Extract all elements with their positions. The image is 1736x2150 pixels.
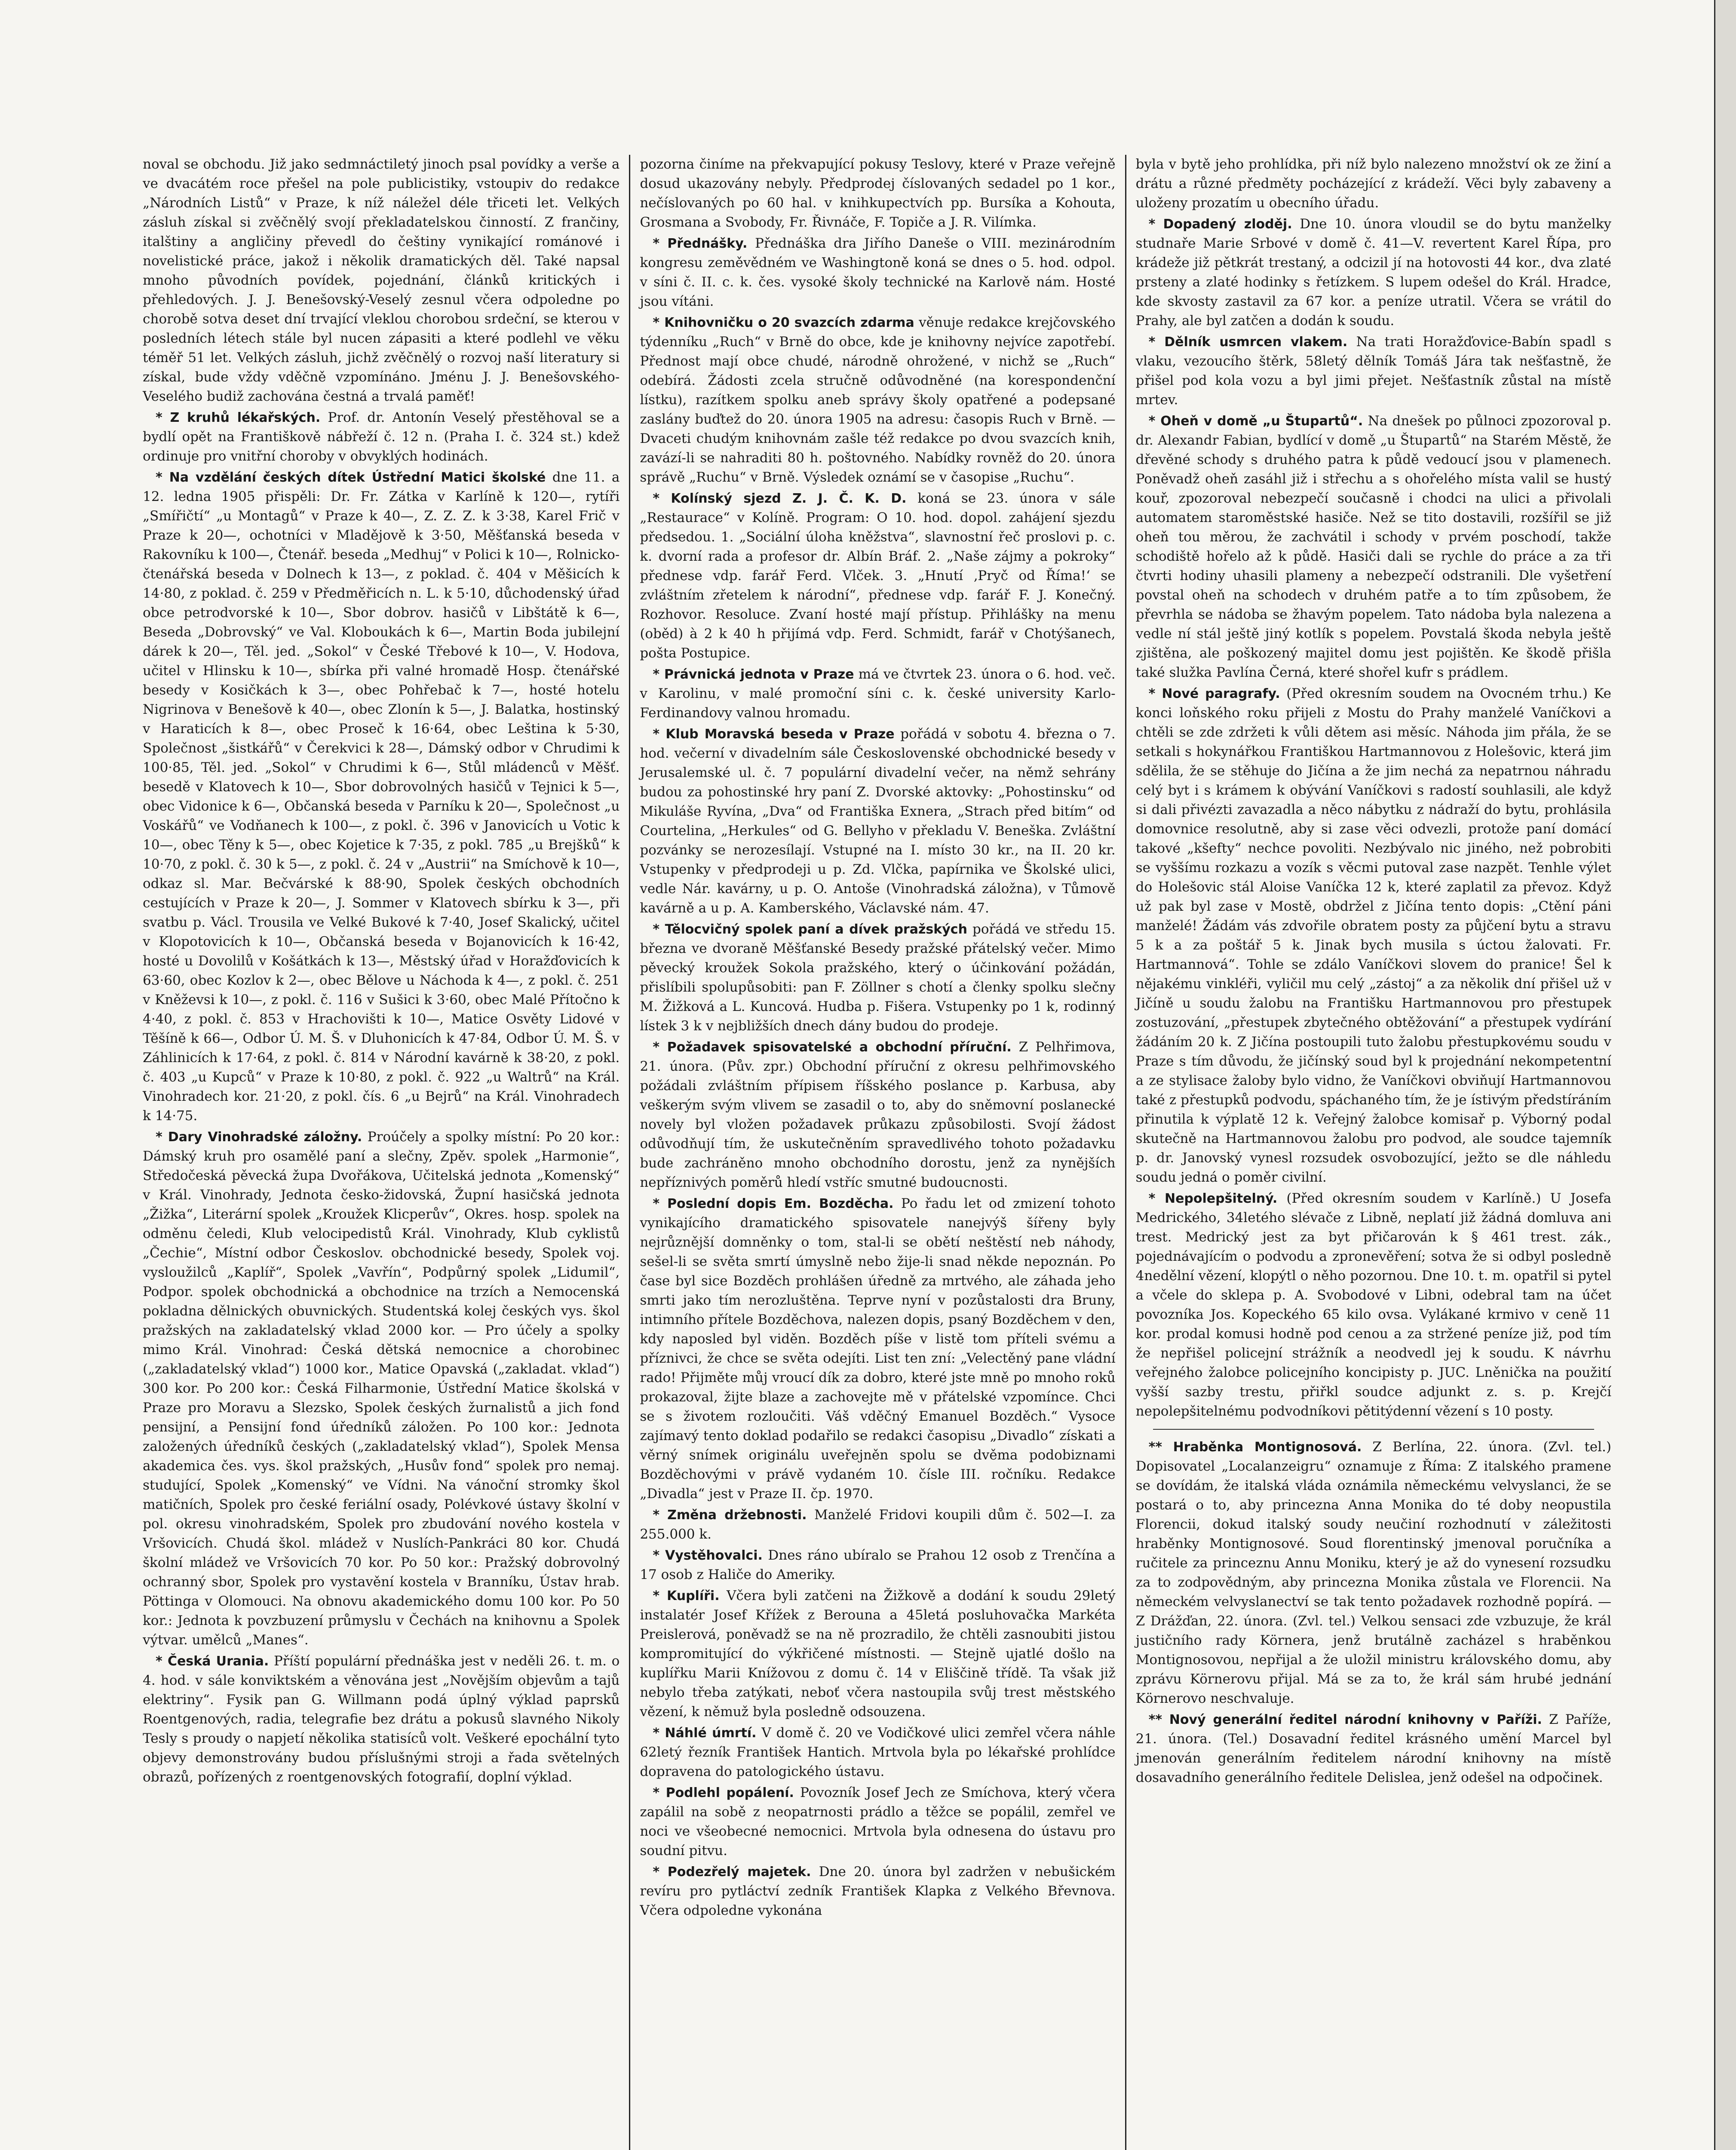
article-paragraph (640, 234, 1115, 311)
article-paragraph (640, 1723, 1115, 1781)
article-body: byla v bytě jeho prohlídka, při níž bylo nalezeno množství ok ze žiní a drátu a různé předměty pocházející z krádeží. Věci byly zabaveny a uloženy prozatím u obecního úřadu. (1135, 157, 1611, 211)
article-paragraph (640, 313, 1115, 487)
article-headline: * Podlehl popálení. (653, 1785, 794, 1800)
article-headline: * Tělocvičný spolek paní a dívek pražských (653, 922, 967, 937)
article-body: Dnes ráno ubíralo se Prahou 12 osob z Trenčína a 17 osob z Haliče do Ameriky. (640, 1548, 1116, 1582)
article-headline: * Dělník usmrcen vlakem. (1148, 335, 1348, 350)
article-paragraph (1136, 215, 1611, 331)
article-body: Dne 10. února vloudil se do bytu manželky studnaře Marie Srbové v domě č. 41—V. revertent Karel Řípa, pro krádeže již pětkrát trestaný, a odcizil jí na hotovosti 44 kor., dva zlaté prsteny a zlaté hodinky s řetízkem. S lupem odešel do Král. Hradce, kde skvosty zastavil za 67 kor. a peníze utratil. Včera se vrátil do Prahy, ale byl zatčen a dodán k soudu. (1135, 216, 1611, 329)
article-headline: * Na vzdělání českých dítek Ústřední Matici školské (156, 470, 546, 485)
article-body: (Před okresním soudem v Karlíně.) U Josefa Medrického, 34letého slévače z Libně, neplatí již žádná domluva ani trest. Medrický jest za byt přičarován k § 461 trest. zák., pojednávajícím o podvodu a zpronevěření; sotva že si odbyl posledně 4nedělní vězení, klopýtl o něho pozornou. Dne 10. t. m. opatřil si pytel a včele do sklepa p. A. Svobodové v Libni, odebral tam na účet povozníka Jos. Kopeckého 65 kilo ovsa. Vylákané krmivo v ceně 11 kor. prodal komusi hodně pod cenou a za stržené peníze již, pod tím že nepřišel policejní strážník a neodvedl jej k soudu. K návrhu veřejného žalobce policejního koncipisty p. JUC. Lněnička na použití vyšší sazby trestu, přiřkl soudce adjunkt z. s. p. Krejčí nepolepšitelnému podvodníkovi pětitýdenní vězení s 10 posty. (1135, 1191, 1611, 1419)
column-1 (133, 155, 629, 2150)
article-paragraph (143, 468, 620, 1126)
article-headline: * Dary Vinohradské záložny. (156, 1130, 362, 1145)
article-paragraph (1136, 1437, 1611, 1708)
article-paragraph (640, 665, 1115, 723)
article-headline: * Vystěhovalci. (653, 1548, 763, 1563)
article-paragraph (143, 155, 620, 406)
article-paragraph (640, 725, 1115, 918)
article-headline: * Změna držebnosti. (653, 1508, 807, 1523)
article-headline: * Klub Moravská beseda v Praze (653, 727, 895, 742)
article-body: Příští populární přednáška jest v neděli 26. t. m. o 4. hod. v sále konviktském a věnována jest „Novějším objevům a tajů elektriny“. Fysik pan G. Willmann podá úplný výklad paprsků Roentgenových, radia, telegrafie bez drátu a pokusů slavného Nikoly Tesly s proudy o napjetí několika statisíců volt. Veškeré epochální tyto objevy demonstrovány budou příslušnými stroji a řada světelných obrazů, pořízených z roentgenovských fotografií, doplní výklad. (143, 1653, 620, 1785)
article-headline: * Z kruhů lékařských. (156, 410, 321, 425)
article-paragraph (640, 1038, 1115, 1192)
article-paragraph (1136, 412, 1611, 682)
article-headline: * Požadavek spisovatelské a obchodní příruční. (653, 1040, 1012, 1055)
article-body: dne 11. a 12. ledna 1905 přispěli: Dr. Fr. Zátka v Karlíně k 120—, rytíři „Smířičtí“ „u Montagů“ v Praze k 40—, Z. Z. Z. k 3·38, Karel Frič v Praze k 20—, ochotníci v Mladějově k 3·50, Měšťanská beseda v Rakovníku k 100—, Čtenář. beseda „Medhuj“ v Polici k 10—, Rolnicko-čtenářská beseda v Dolnech k 13—, z poklad. č. 404 v Měšicích k 14·80, z poklad. č. 259 v Předměřicích n. L. k 5·10, důchodenský úřad obce petrodvorské k 10—, Sbor dobrov. hasičů v Libštátě k 6—, Beseda „Dobrovský“ ve Val. Kloboukách k 6—, Martin Boda jubilejní dárek k 20—, Těl. jed. „Sokol“ v České Třebové k 10—, V. Hodova, učitel v Hlinsku k 10—, sbírka při valné hromadě Hosp. čtenářské besedy v Kosičkách k 3—, obec Pohřebač k 7—, hosté hotelu Nigrinova v Benešově k 40—, obec Zlonín k 5—, J. Balatka, hostinský v Haraticích k 8—, obec Proseč k 16·64, obec Leština k 5·30, Společnost „šistkářů“ v Čerekvici k 28—, Dámský odbor v Chrudimi k 100·85, Těl. jed. „Sokol“ v Chrudimi k 6—, Stůl mládenců v Měšť. besedě v Klatovech k 10—, Sbor dobrovolných hasičů v Tejnici k 5—, obec Vidonice k 6—, Občanská beseda v Parníku k 20—, Společnost „u Voskářů“ ve Vodňanech k 100—, z pokl. č. 396 v Janovicích u Votic k 10—, obec Těny k 5—, obec Kojetice k 7·35, z pokl. 785 „u Brejšků“ k 10·70, z pokl. č. 30 k 5—, z pokl. č. 24 v „Austrii“ na Smíchově k 10—, odkaz sl. Mar. Bečvárské k 88·90, Spolek českých obchodních cestujících v Praze k 20—, J. Sommer v Klatovech sbírku k 3—, při svatbu p. Václ. Trousila ve Velké Bukové k 7·40, Josef Skalický, učitel v Klopotovicích k 10—, Občanská beseda v Bojanovicích k 16·42, hosté u Dovolilů v Košátkách k 13—, Městský úřad v Horažďovicích k 63·60, obec Kozlov k 2—, obec Bělove u Náchoda k 4—, z pokl. č. 251 v Kněževsi k 10—, z pokl. č. 116 v Sušici k 3·60, obec Malé Přítočno k 4·40, z pokl. č. 853 v Hrachovišti k 10—, Matice Osvěty Lidové v Těšíně k 66—, Odbor Ú. M. Š. v Dluhonicích k 47·84, Odbor Ú. M. Š. v Záhlinicích k 17·64, z pokl. č. 814 v Národní kavárně k 38·20, z pokl. č. 403 „u Kupců“ v Praze k 10·80, z pokl. č. 922 „u Waltrů“ na Král. Vinohradech kor. 21·20, z pokl. čís. 6 „u Bejrů“ na Král. Vinohradech k 14·75. (143, 470, 620, 1124)
article-body: noval se obchodu. Již jako sedmnáctiletý jinoch psal povídky a verše a ve dvacátém roce přešel na pole publicistiky, vstoupiv do redakce „Národních Listů“ v Praze, k níž náležel déle třiceti let. Velkých zásluh získal si zvěčnělý svojí překladatelskou činností. Z frančiny, italštiny a angličiny převedl do češtiny vynikající románové i novelistické práce, jakož i několik dramatických děl. Také napsal mnoho původních povídek, pojednání, článků kritických i přehledových. J. J. Benešovský-Veselý zesnul včera odpoledne po chorobě sotva deset dní trvající vleklou chorobou srdeční, se kterou v posledních létech stále byl nucen zápasiti a které podlehl ve věku téměř 51 let. Velkých zásluh, jichž zvěčnělý o rozvoj naší literatury si získal, bude vždy vděčně vzpomínáno. Jménu J. J. Benešovského-Veselého budiž zachována čestná a trvalá paměť! (143, 157, 620, 404)
article-body: Manželé Fridovi koupili dům č. 502—I. za 255.000 k. (640, 1507, 1116, 1542)
article-paragraph (143, 1127, 620, 1650)
article-paragraph (143, 1652, 620, 1787)
article-headline: * Dopadený zloděj. (1148, 217, 1292, 232)
article-body: (Před okresním soudem na Ovocném trhu.) Ke konci loňského roku přijeli z Mostu do Prahy manželé Vaníčkovi a chtěli se zde zdržeti k vůli dětem asi měsíc. Náhoda jim přála, že se setkali s hokynářkou Františkou Hartmannovou z Holešovic, která jim sdělila, že se stěhuje do Jičína a že jim nechá za nepatrnou náhradu celý byt i s krámem k obývání Vaníčkovi s radostí souhlasili, ale když si dali přivézti zavazadla a něco nábytku z nádraží do bytu, prohlásila domovnice resolutně, aby si zase věci odvezli, protože paní domácí takové „kšefty“ nechce povoliti. Nezbývalo nic jiného, než pobrobiti se vyššímu rozkazu a vozík s věcmi putoval zase nazpět. Tenhle výlet do Holešovic stál Aloise Vaníčka 12 k, které zaplatil za převoz. Když už pak byl zase v Mostě, obdržel z Jičína tento dopis: „Ctění páni manželé! Žádám vás zdvořile obratem posty za půjčení bytu a stravu 5 k a za poštář 5 k. Jinak bych musila s úctou žalovati. Fr. Hartmannová“. Tohle se zdálo Vaníčkovi slovem do pranice! Šel k nějakému vinkléři, vyličil mu celý „zástoj“ a za několik dní přišel už v Jičíně u soudu žalobu na Františku Hartmannovou pro přestupek zostuzování, „přestupek zbytečného obtěžování“ a přestupek vydírání žádáním 20 k. Z Jičína postoupili tuto žalobu přestupkovému soudu v Praze s tím důvodu, že jičínský soud byl k projednání nekompetentní a ze stylisace žaloby bylo vidno, že Vaníčkovi obviňují Hartmannovou také z přestupků podvodu, spáchaného tím, že je ístivým předstíráním přinutila k výplatě 12 k. Veřejný žalobce komisař p. Výborný podal skutečně na Hartmannovou žalobu pro podvod, ale soudce tajemník p. dr. Janovský vynesl rozsudek osvobozující, ježto se dle náhledu soudu jedná o poměr civilní. (1135, 686, 1611, 1185)
article-paragraph (640, 1862, 1115, 1920)
article-headline: * Nepolepšitelný. (1148, 1191, 1278, 1206)
article-body: Přednáška dra Jiřího Daneše o VIII. mezinárodním kongresu zeměvědném ve Washingtoně koná se dnes o 5. hod. odpol. v síni č. II. c. k. čes. vysoké školy technické na Karlově nám. Hosté jsou vítáni. (640, 236, 1116, 309)
article-paragraph (1136, 684, 1611, 1187)
article-body: koná se 23. února v sále „Restaurace“ v Kolíně. Program: O 10. hod. dopol. zahájení sjezdu předsedou. 1. „Sociální úloha kněžstva“, slavnostní řeč proslovi p. c. k. dvorní rada a profesor dr. Albín Bráf. 2. „Naše zájmy a pokroky“ přednese vdp. farář Ferd. Vlček. 3. „Hnutí ‚Pryč od Říma!‘ se zvláštním zřetelem k národní“, přednese vdp. farář F. J. Konečný. Rozhovor. Resoluce. Zvaní hosté mají přístup. Přihlášky na menu (oběd) à 2 k 40 h přijímá vdp. Ferd. Schmidt, farář v Chotýšanech, pošta Postupice. (640, 491, 1116, 661)
article-headline: * Kuplíři. (653, 1588, 720, 1603)
article-paragraph (1136, 1189, 1611, 1421)
article-paragraph (640, 1783, 1115, 1861)
article-paragraph (640, 1505, 1115, 1544)
article-body: V domě č. 20 ve Vodičkové ulici zemřel včera náhle 62letý řezník František Hantich. Mrtvola byla po lékařské prohlídce dopravena do patologického ústavu. (640, 1725, 1116, 1779)
article-paragraph (143, 408, 620, 466)
column-3 (1125, 155, 1621, 2150)
article-body: věnuje redakce krejčovského týdenníku „Ruch“ v Brně do obce, kde je knihovny nejvíce zapotřebí. Přednost mají obce chudé, národně ohrožené, v nichž se „Ruch“ odebírá. Žádosti zcela stručně odůvodněné (na korespondenční lístku), razítkem spolku aneb správy školy opatřené a podepsané zaslány buďtež do 20. února 1905 na adresu: časopis Ruch v Brně. — Dvaceti chudým knihovnám zašle též redakce po dvou svazcích knih, zavází-li se nahraditi 80 h. poštovného. Nabídky rovněž do 20. února správě „Ruchu“ v Brně. Výsledek oznámí se v časopise „Ruchu“. (640, 315, 1116, 485)
article-body: pozorna činíme na překvapující pokusy Teslovy, které v Praze veřejně dosud ukazovány nebyly. Předprodej číslovaných sedadel po 1 kor., nečíslovaných po 60 hal. v knihkupectvích pp. Bursíka a Kohouta, Grosmana a Svobody, Fr. Řivnáče, F. Topiče a J. R. Vilímka. (640, 157, 1116, 230)
article-body: Proúčely a spolky místní: Po 20 kor.: Dámský kruh pro osamělé paní a slečny, Zpěv. spolek „Harmonie“, Středočeská pěvecká župa Dvořákova, Učitelská jednota „Komenský“ v Král. Vinohrady, Jednota česko-židovská, Župní hasičská jednota „Žižka“, Literární spolek „Kroužek Klicperův“, Okres. hosp. spolek na odměnu čeledi, Klub velocipedistů Král. Vinohrady, Klub cyklistů „Čechie“, Místní odbor Českoslov. obchodnické besedy, Spolek voj. vysloužilců „Kaplíř“, Spolek „Vavřín“, Podpůrný spolek „Lidumil“, Podpor. spolek obchodnická a obchodnice na trzích a Nemocenská pokladna dělnických obuvnických. Studentská kolej českých vys. škol pražských na zakladatelský vklad 2000 kor. — Pro účely a spolky mimo Král. Vinohrad: Česká dětská nemocnice a chorobinec („zakladatelský vklad“) 1000 kor., Matice Opavská („zakladat. vklad“) 300 kor. Po 200 kor.: Česká Filharmonie, Ústřední Matice školská v Praze pro Moravu a Slezsko, Spolek českých žurnalistů a jich fond pensijní, a Pensijní fond úředníků záložen. Po 100 kor.: Jednota založených úředníků českých („zakladatelský vklad“), Spolek Mensa akademica čes. vys. škol pražských, „Husův fond“ spolek pro nemaj. studující, Spolek „Komenský“ ve Vídni. Na vánoční stromky škol matičních, Spolek pro české feriální osady, Polévkové ústavy školní v pol. okresu vinohradském, Spolek pro zbudování nového kostela v Vršovicích. Chudá škol. mládež v Nuslích-Pankráci 80 kor. Chudá školní mládež ve Vršovicích 70 kor. Po 50 kor.: Pražský dobrovolný ochranný sbor, Spolek pro vystavění kostela v Branníku, Ústav hrab. Pöttinga v Olomouci. Na obnovu akademického domu 100 kor. Po 50 kor.: Jednota k povzbuzení průmyslu v Čechách na knihovnu a Spolek výtvar. umělců „Manes“. (143, 1129, 620, 1648)
section-rule (1153, 1429, 1594, 1430)
article-body: Včera byli zatčeni na Žižkově a dodání k soudu 29letý instalatér Josef Křížek z Berouna a 45letá posluhovačka Markéta Preislerová, poněvadž se na ně prozradilo, že chtěli zasnoubiti jistou kompromitující do výkřičené místnosti. — Stejně ujatlé došlo na kuplířku Marii Knížovou z domu č. 14 v Eliščině třídě. Ta však již nebylo třeba zatýkati, neboť včera nastoupila svůj trest městského vězení, k němuž byla posledně odsouzena. (640, 1588, 1116, 1720)
article-paragraph (1136, 332, 1611, 410)
article-body: Z Paříže, 21. února. (Tel.) Dosavadní ředitel krásného umění Marcel byl jmenován generálním ředitelem národní knihovny na místě dosavadního generálního ředitele Delislea, jenž odešel na odpočinek. (1135, 1712, 1612, 1785)
article-paragraph (640, 1546, 1115, 1585)
article-paragraph (640, 155, 1115, 232)
article-body: Z Berlína, 22. února. (Zvl. tel.) Dopisovatel „Localanzeigru“ oznamuje z Říma: Z italského pramene se dovídám, že italská vláda oznámila německému velvyslanci, že se postará o to, aby princezna Anna Monika do té doby neopustila Florencii, dokud italský soudy neučiní rozhodnutí v záležitosti hraběnky Montignosové. Soud florentinský jmenoval poručníka a ručitele za princeznu Annu Moniku, který je až do vynesení rozsudku za to zodpovědným, aby princezna Monika zůstala ve Florencii. Na německém velvyslanectví se tak tento požadavek rozhodně popírá. — Z Drážďan, 22. února. (Zvl. tel.) Velkou sensaci zde vzbuzuje, že král justičního rady Körnera, jenž brutálně zacházel s hraběnkou Montignosovou, nepřijal a že uložil ministru královského domu, aby zprávu Körnerovu přijal. Má se za to, že král sám hrubé jednání Körnerovo neschvaluje. (1135, 1439, 1611, 1706)
article-headline: * Nové paragrafy. (1148, 686, 1280, 701)
article-body: Dne 20. února byl zadržen v nebušickém revíru pro pytláctví zedník František Klapka z Velkého Břevnova. Včera odpoledne vykonána (640, 1864, 1116, 1918)
article-paragraph (1136, 1710, 1611, 1788)
article-body: Na dnešek po půlnoci zpozoroval p. dr. Alexandr Fabian, bydlící v domě „u Štupartů“ na Starém Městě, že dřevěné schody s druhého patra k půdě vedoucí jsou v plamenech. Poněvadž oheň zasáhl již i střechu a s ohořelého místa valil se hustý kouř, zpozoroval nebezpečí současně i chodci na ulici a přivolali automatem staroměstské hasiče. Než se tito dostavili, rozšířil se již oheň tou měrou, že zachvátil i schody v prvém poschodí, takže schodiště hořelo až k půdě. Hasiči dali se rychle do práce a za tři čtvrti hodiny uhasili plameny a nebezpečí odstranili. Dle vyšetření povstal oheň na schodech v druhém patře a to tím způsobem, že převrhla se nádoba se žhavým popelem. Tato nádoba byla nalezena a vedle ní stál ještě jiný kotlík s popelem. Povstalá škoda nebyla ještě zjištěna, ale poškozený majitel domu jest pojištěn. Ke škodě přišla také služka Pavlína Černá, které shořel kufr s prádlem. (1135, 413, 1611, 680)
article-headline: * Podezřelý majetek. (653, 1864, 811, 1880)
article-body: pořádá v sobotu 4. března o 7. hod. večerní v divadelním sále Československé obchodnické besedy v Jerusalemské ul. č. 7 populární divadelní večer, na němž sehrány budou za pohostinské hry paní Z. Dvorské aktovky: „Pohostinsku“ od Mikuláše Ryvína, „Dva“ od Františka Exnera, „Strach před bitím“ od Courtelina, „Herkules“ od G. Bellyho v překladu V. Beneška. Zvláštní pozvánky se nerozesílají. Vstupné na I. místo 30 kr., na II. 20 kr. Vstupenky v předprodeji u p. Zd. Vlčka, papírnika ve Školské ulici, vedle Nár. kavárny, u p. O. Antoše (Vinohradská záložna), v Tůmově kavárně a u p. A. Kamberského, Václavské nám. 47. (640, 726, 1116, 916)
article-body: Po řadu let od zmizení tohoto vynikajícího dramatického spisovatele nanejvýš šířeny byly nejrůznější domněnky o tom, stal-li se obětí neštěstí neb náhody, sešel-li se světa smrtí úmyslně nebo žije-li snad někde nepoznán. Po čase byl sice Bozděch prohlášen úředně za mrtvého, ale záhada jeho smrti jako tím nerozluštěna. Teprve nyní v pozůstalosti dra Bruny, intimního přítele Bozděchova, nalezen dopis, psaný Bozděchem v den, kdy naposled byl viděn. Bozděch píše v listě tom příteli svému a příznivci, že chce se světa odejíti. List ten zní: „Velectěný pane vládní rado! Přijměte můj vroucí dík za dobro, které jste mně po mnoho roků prokazoval, žijte blaze a zachovejte mě v přátelské vzpomínce. Chci se s životem rozloučiti. Váš vděčný Emanuel Bozděch.“ Vysoce zajímavý tento doklad podařilo se redakci časopisu „Divadlo“ získati a věrný snímek originálu uveřejněn spolu se dvěma podobiznami Bozděchovými v právě vydaném 10. čísle III. ročníku. Redakce „Divadla“ jest v Praze II. čp. 1970. (640, 1196, 1116, 1502)
article-paragraph (640, 1194, 1115, 1504)
article-headline: * Kolínský sjezd Z. J. Č. K. D. (653, 491, 907, 506)
article-body: pořádá ve středu 15. března ve dvoraně Měšťanské Besedy pražské přátelský večer. Mimo pěvecký kroužek Sokola pražského, který o účinkování požádán, přislíbili spolupůsobiti: pan F. Zöllner s chotí a členky spolku slečny M. Žižková a L. Kuncová. Hudba p. Fišera. Vstupenky po 1 k, rodinný lístek 3 k v nejbližších dnech dány budou do prodeje. (640, 921, 1116, 1034)
article-headline: ** Hraběnka Montignosová. (1148, 1440, 1362, 1455)
article-body: Na trati Horažďovice-Babín spadl s vlaku, vezoucího štěrk, 58letý dělník Tomáš Jára tak nešťastně, že přišel pod kola vozu a byl jimi přejet. Nešťastník zůstal na místě mrtev. (1135, 334, 1611, 408)
column-2 (629, 155, 1125, 2150)
article-headline: * Knihovničku o 20 svazcích zdarma (653, 315, 914, 330)
article-body: má ve čtvrtek 23. února o 6. hod. več. v Karolinu, v malé promoční síni c. k. české university Karlo-Ferdinandovy valnou hromadu. (640, 666, 1116, 721)
article-paragraph (1136, 155, 1611, 213)
article-body: Prof. dr. Antonín Veselý přestěhoval se a bydlí opět na Františkově nábřeží č. 12 n. (Praha I. č. 324 st.) kdež ordinuje pro vnitřní choroby v obvyklých hodinách. (143, 410, 620, 464)
article-headline: * Poslední dopis Em. Bozděcha. (653, 1196, 894, 1211)
article-body: Z Pelhřimova, 21. února. (Pův. zpr.) Obchodní příruční z okresu pelhřimovského požádali zvláštním přípisem říšského poslance p. Karbusa, aby veškerým svým vlivem se zasadil o to, aby do sněmovní poslanecké novely byl vložen požadavek průkazu způsobilosti. Svojí žádost odůvodňují tím, že uskutečněním spravedlivého tohoto požadavku bude zachráněno mnoho obchodního dorostu, jenž za nynějších nepříznivých poměrů hledí vstříc smutné budoucnosti. (640, 1039, 1116, 1190)
article-headline: * Česká Urania. (156, 1654, 269, 1669)
article-headline: ** Nový generální ředitel národní knihovny v Paříži. (1148, 1712, 1542, 1727)
article-headline: * Náhlé úmrtí. (653, 1726, 757, 1741)
article-body: Povozník Josef Jech ze Smíchova, který včera zapálil na sobě z neopatrnosti prádlo a těžce se popálil, zemřel ve noci ve všeobecné nemocnici. Mrtvola byla odnesena do ústavu pro soudní pitvu. (640, 1785, 1116, 1858)
article-paragraph (640, 1586, 1115, 1722)
article-headline: * Přednášky. (653, 236, 748, 251)
page-edge (1714, 0, 1736, 2150)
article-paragraph (640, 489, 1115, 663)
article-headline: * Právnická jednota v Praze (653, 667, 854, 682)
article-headline: * Oheň v domě „u Štupartů“. (1148, 414, 1363, 429)
article-paragraph (640, 920, 1115, 1036)
newspaper-columns (133, 155, 1621, 2150)
